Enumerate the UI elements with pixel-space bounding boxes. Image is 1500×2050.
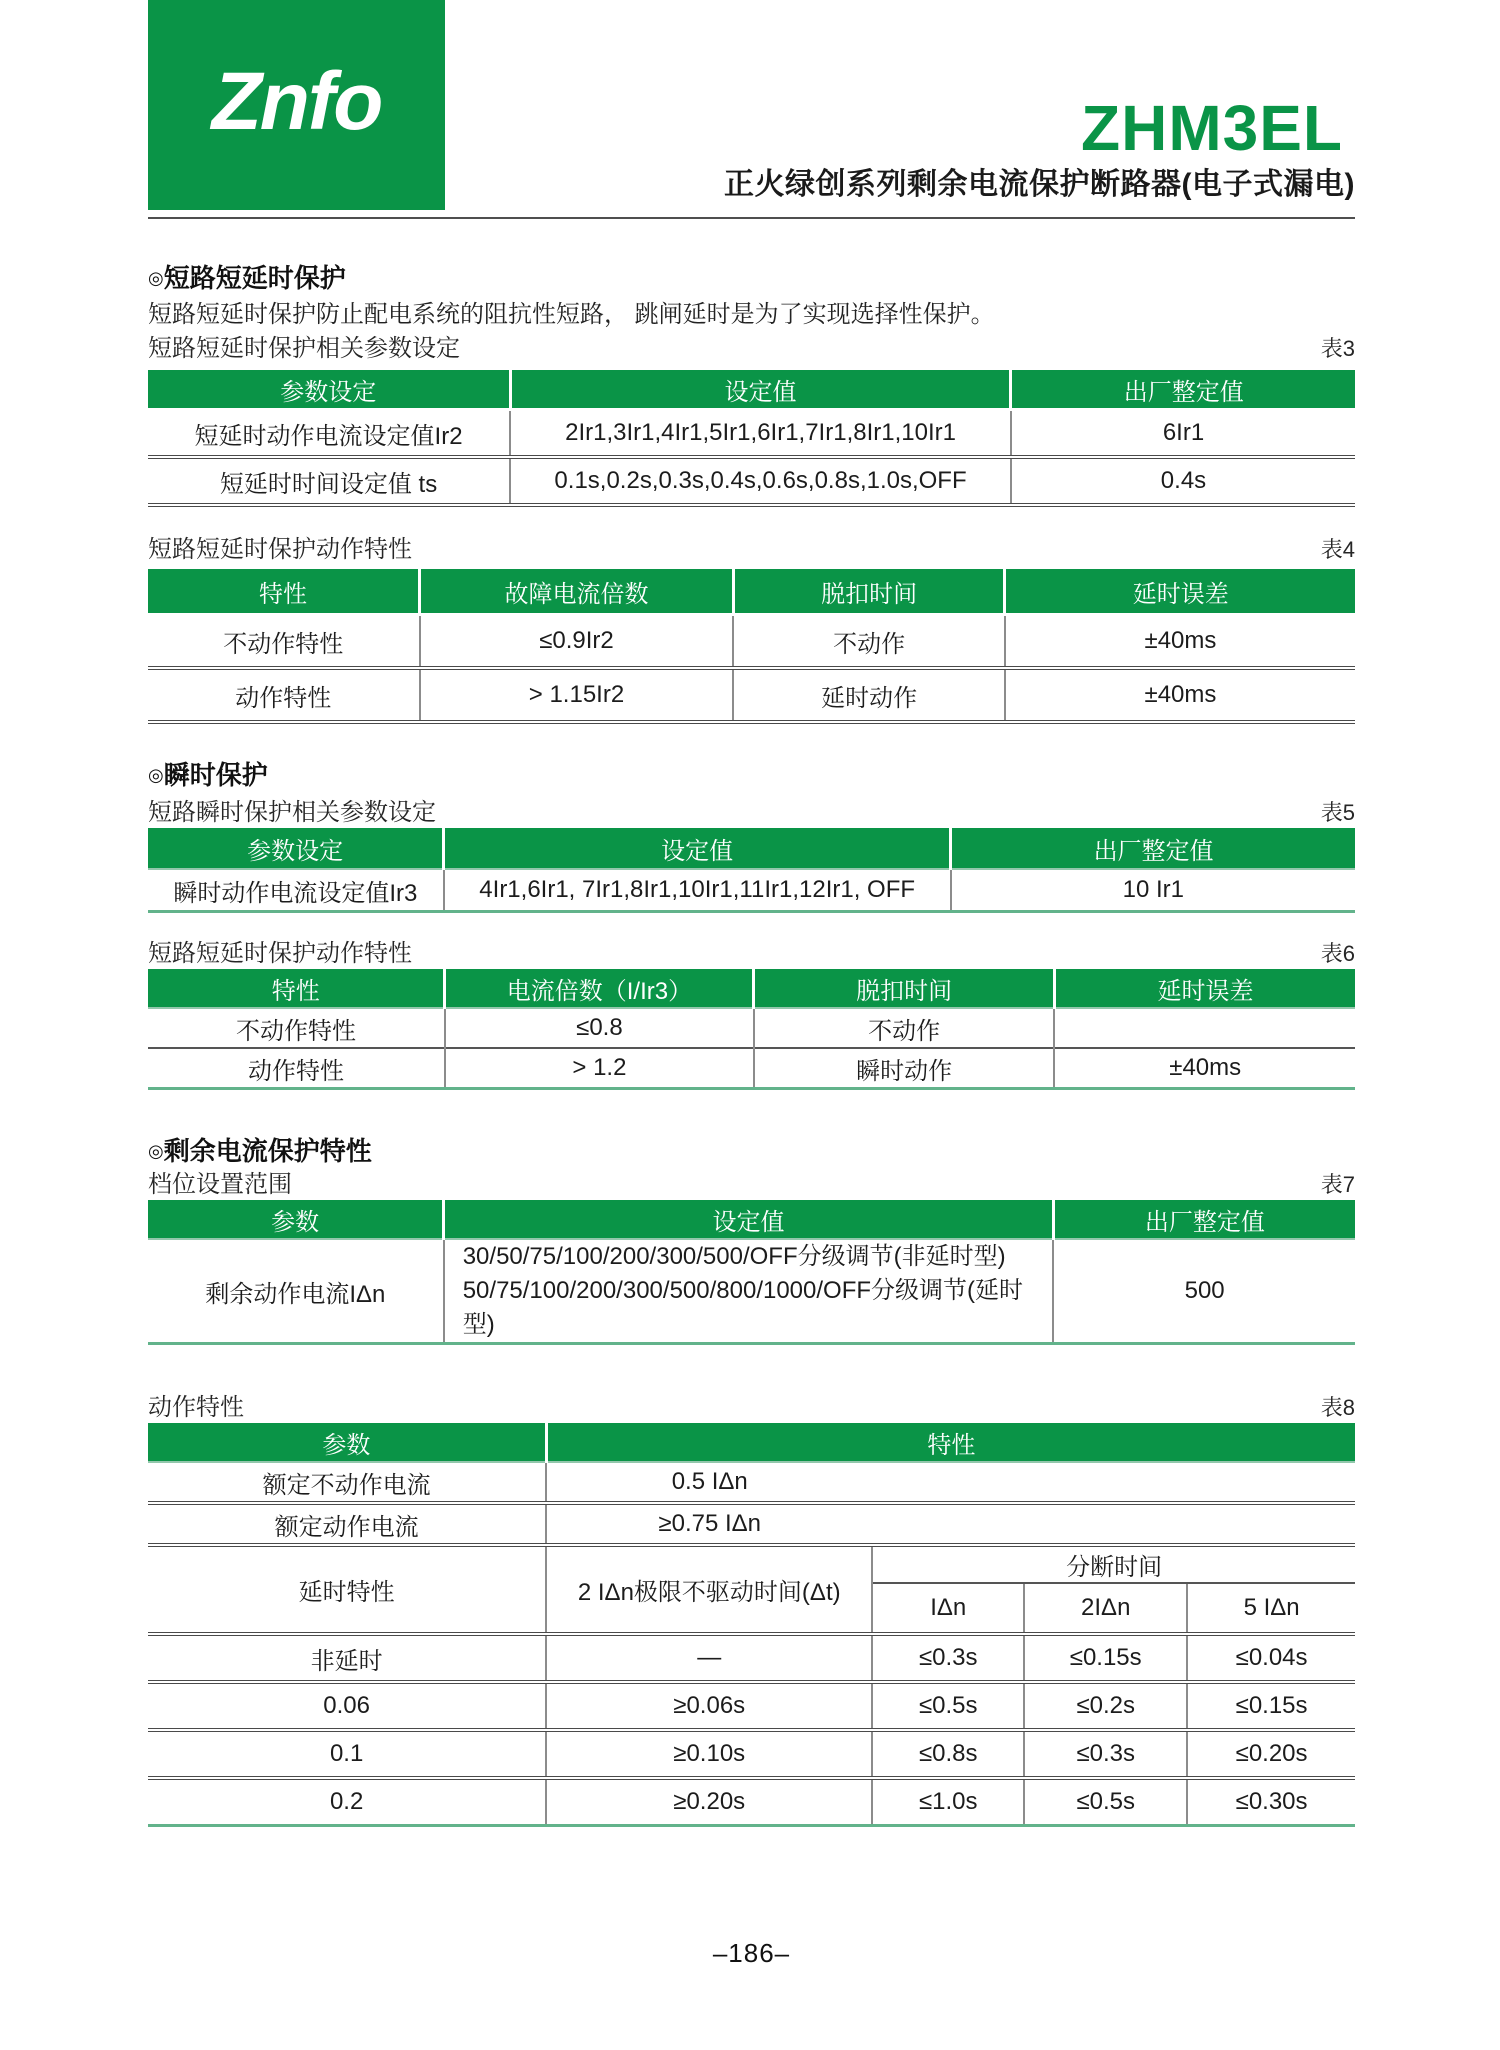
table-cell: ≤0.3s xyxy=(872,1634,1024,1682)
table-cell: 瞬时动作电流设定值Ir3 xyxy=(148,869,444,912)
table-cell: — xyxy=(546,1634,872,1682)
table7-tag: 表7 xyxy=(1320,1172,1355,1197)
table-cell: 0.5 IΔn xyxy=(546,1462,872,1503)
table4-tag: 表4 xyxy=(1320,537,1355,562)
column-header: 电流倍数（I/Ir3） xyxy=(445,969,754,1008)
column-header: 设定值 xyxy=(510,370,1011,410)
table5-caption-row xyxy=(148,798,1355,828)
table-cell: 剩余动作电流IΔn xyxy=(148,1239,444,1344)
set-value-line1: 30/50/75/100/200/300/500/OFF分级调节(非延时型) xyxy=(462,1243,1006,1270)
table3-caption-row xyxy=(148,334,1355,364)
product-subtitle: 正火绿创系列剩余电流保护断路器(电子式漏电) xyxy=(724,168,1355,201)
sub-column-header: IΔn xyxy=(872,1583,1024,1634)
table-row xyxy=(148,1048,1355,1089)
section-bullet-icon: ◎ xyxy=(148,1141,164,1161)
column-header: 特性 xyxy=(546,1423,1355,1462)
table-residual-action xyxy=(148,1423,1355,1827)
table-cell: 动作特性 xyxy=(148,668,420,722)
table-cell: ≤0.20s xyxy=(1187,1730,1355,1778)
table-cell: ≤0.04s xyxy=(1187,1634,1355,1682)
table-cell: ≤1.0s xyxy=(872,1778,1024,1826)
table-row xyxy=(148,1503,1355,1545)
table6-caption-row xyxy=(148,939,1355,969)
table-row xyxy=(148,1239,1355,1344)
column-header: 延时误差 xyxy=(1054,969,1355,1008)
table-cell: 0.1s,0.2s,0.3s,0.4s,0.6s,0.8s,1.0s,OFF xyxy=(510,457,1011,505)
column-header: 脱扣时间 xyxy=(754,969,1055,1008)
column-header: 设定值 xyxy=(444,1200,1054,1239)
table-cell-empty xyxy=(872,1503,1355,1545)
table-cell xyxy=(1054,1008,1355,1048)
table-cell: ≤0.15s xyxy=(1024,1634,1187,1682)
table-row xyxy=(148,668,1355,722)
table-row xyxy=(148,1730,1355,1778)
table-row xyxy=(148,869,1355,912)
table-row xyxy=(148,1634,1355,1682)
table-cell: 瞬时动作 xyxy=(754,1048,1055,1089)
table6-caption: 短路短延时保护动作特性 xyxy=(148,940,412,967)
table-cell: 短延时动作电流设定值Ir2 xyxy=(148,410,510,458)
table6-tag: 表6 xyxy=(1320,941,1355,966)
sub-column-header: 2IΔn xyxy=(1024,1583,1187,1634)
table-cell: ≤0.15s xyxy=(1187,1682,1355,1730)
table-cell: 延时动作 xyxy=(733,668,1005,722)
table8-caption-row xyxy=(148,1393,1355,1423)
table-short-delay-action xyxy=(148,569,1355,724)
column-header: 出厂整定值 xyxy=(1053,1200,1355,1239)
column-header: 延时误差 xyxy=(1005,569,1355,615)
table5-caption: 短路瞬时保护相关参数设定 xyxy=(148,799,436,826)
table-instantaneous-action xyxy=(148,969,1355,1090)
brand-logo-text: Znfo xyxy=(211,56,382,147)
section-bullet-icon: ◎ xyxy=(148,268,164,288)
table-cell: ±40ms xyxy=(1005,615,1355,669)
table-cell: 不动作特性 xyxy=(148,1008,445,1048)
column-header: 参数设定 xyxy=(148,828,444,869)
table-cell: 延时特性 xyxy=(148,1545,546,1634)
table-cell: ≤0.3s xyxy=(1024,1730,1187,1778)
section-title-instantaneous: ◎瞬时保护 xyxy=(148,760,268,790)
page-content xyxy=(148,250,1355,1827)
table-cell: > 1.2 xyxy=(445,1048,754,1089)
column-header: 脱扣时间 xyxy=(733,569,1005,615)
table-cell: 额定不动作电流 xyxy=(148,1462,546,1503)
table-cell: 0.2 xyxy=(148,1778,546,1826)
table-row xyxy=(148,1008,1355,1048)
section-bullet-icon: ◎ xyxy=(148,765,164,785)
table-cell: ±40ms xyxy=(1005,668,1355,722)
column-header: 参数 xyxy=(148,1423,546,1462)
table5-tag: 表5 xyxy=(1320,800,1355,825)
table-row xyxy=(148,1778,1355,1826)
table-cell xyxy=(444,1239,1054,1344)
product-model-title: ZHM3EL xyxy=(1081,92,1343,164)
table-cell: 0.1 xyxy=(148,1730,546,1778)
table7-caption: 档位设置范围 xyxy=(148,1171,292,1198)
header-title-block xyxy=(600,92,1355,202)
table-cell: ≤0.2s xyxy=(1024,1682,1187,1730)
table-cell: 不动作特性 xyxy=(148,615,420,669)
table-cell: 不动作 xyxy=(733,615,1005,669)
table-row xyxy=(148,457,1355,505)
table3-caption: 短路短延时保护相关参数设定 xyxy=(148,335,460,362)
table-cell: ±40ms xyxy=(1054,1048,1355,1089)
short-delay-intro-text: 短路短延时保护防止配电系统的阻抗性短路， 跳闸延时是为了实现选择性保护。 xyxy=(148,301,995,328)
table-cell: ≤0.9Ir2 xyxy=(420,615,734,669)
table8-caption: 动作特性 xyxy=(148,1394,244,1421)
table-cell: ≥0.06s xyxy=(546,1682,872,1730)
table-cell: 500 xyxy=(1053,1239,1355,1344)
table-row xyxy=(148,410,1355,458)
column-header: 特性 xyxy=(148,969,445,1008)
table-cell: ≤0.30s xyxy=(1187,1778,1355,1826)
table-cell: 动作特性 xyxy=(148,1048,445,1089)
table-cell: 2Ir1,3Ir1,4Ir1,5Ir1,6Ir1,7Ir1,8Ir1,10Ir1 xyxy=(510,410,1011,458)
table-cell: 额定动作电流 xyxy=(148,1503,546,1545)
brand-logo xyxy=(148,0,445,210)
table8-tag: 表8 xyxy=(1320,1395,1355,1420)
column-header: 参数 xyxy=(148,1200,444,1239)
header-divider xyxy=(148,217,1355,219)
table-cell: 2 IΔn极限不驱动时间(Δt) xyxy=(546,1545,872,1634)
table-cell: 0.06 xyxy=(148,1682,546,1730)
table3-tag: 表3 xyxy=(1320,336,1355,361)
table-row xyxy=(148,1545,1355,1583)
table-cell: ≤0.8s xyxy=(872,1730,1024,1778)
table-row xyxy=(148,1682,1355,1730)
table-cell: 0.4s xyxy=(1011,457,1355,505)
table4-caption-row xyxy=(148,535,1355,565)
table-cell: 10 Ir1 xyxy=(951,869,1355,912)
section-title-residual: ◎剩余电流保护特性 xyxy=(148,1136,372,1166)
column-header: 故障电流倍数 xyxy=(420,569,734,615)
column-header: 参数设定 xyxy=(148,370,510,410)
table-instantaneous-params xyxy=(148,828,1355,913)
table4-caption: 短路短延时保护动作特性 xyxy=(148,536,412,563)
table-short-delay-params xyxy=(148,370,1355,507)
column-header: 出厂整定值 xyxy=(1011,370,1355,410)
table-cell: 非延时 xyxy=(148,1634,546,1682)
table-cell: 4Ir1,6Ir1, 7Ir1,8Ir1,10Ir1,11Ir1,12Ir1, OFF xyxy=(444,869,951,912)
table-row xyxy=(148,615,1355,669)
column-header: 设定值 xyxy=(444,828,951,869)
break-time-header: 分断时间 xyxy=(872,1545,1355,1583)
table-residual-range xyxy=(148,1200,1355,1345)
sub-column-header: 5 IΔn xyxy=(1187,1583,1355,1634)
page-number: –186– xyxy=(712,1938,791,1968)
table-row xyxy=(148,1462,1355,1503)
table-cell: ≤0.8 xyxy=(445,1008,754,1048)
table-cell: > 1.15Ir2 xyxy=(420,668,734,722)
table-cell-empty xyxy=(872,1462,1355,1503)
table-cell: 不动作 xyxy=(754,1008,1055,1048)
set-value-line2: 50/75/100/200/300/500/800/1000/OFF分级调节(延时型) xyxy=(462,1277,1024,1338)
table-cell: 6Ir1 xyxy=(1011,410,1355,458)
table-cell: ≥0.20s xyxy=(546,1778,872,1826)
table-cell: ≤0.5s xyxy=(872,1682,1024,1730)
column-header: 特性 xyxy=(148,569,420,615)
column-header: 出厂整定值 xyxy=(951,828,1355,869)
table-cell: 短延时时间设定值 ts xyxy=(148,457,510,505)
table-cell: ≥0.10s xyxy=(546,1730,872,1778)
table-cell: ≥0.75 IΔn xyxy=(546,1503,872,1545)
section-title-short-delay: ◎短路短延时保护 xyxy=(148,263,346,293)
table-cell: ≤0.5s xyxy=(1024,1778,1187,1826)
table7-caption-row xyxy=(148,1170,1355,1200)
